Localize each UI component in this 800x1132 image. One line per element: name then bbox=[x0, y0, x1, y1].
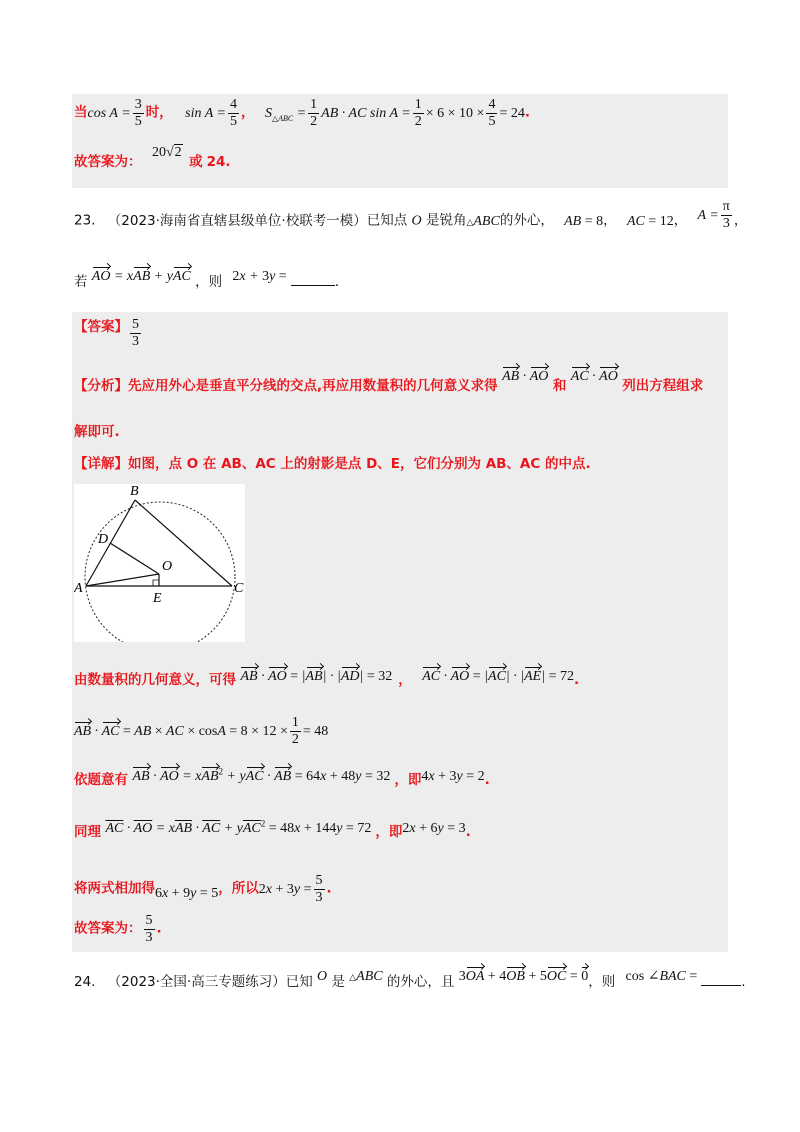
final-answer-label: 故答案为： bbox=[74, 154, 142, 170]
answer-blank bbox=[701, 973, 741, 986]
answer-blank bbox=[291, 273, 335, 286]
right-angle-mark bbox=[153, 580, 159, 586]
circumcircle bbox=[85, 502, 235, 642]
triangle-circle-diagram bbox=[74, 484, 245, 642]
or-text: 或 bbox=[189, 154, 203, 170]
analysis-line: 【分析】先应用外心是垂直平分线的交点,再应用数量积的几何意义求得 AB · AO 和 AC · AO 列出方程组求 bbox=[74, 369, 704, 394]
analysis-label: 【分析】 bbox=[74, 378, 128, 394]
final-answer-label: 故答案为： bbox=[74, 920, 142, 937]
question-number: 23. bbox=[74, 212, 96, 229]
q24-stem: 24. （2023·全国·高三专题练习）已知 O 是 △ABC 的外心，且 3OA + 4OB + 5OC = 0，则 cos ∠BAC = . bbox=[74, 969, 746, 990]
circumcircle-figure bbox=[74, 484, 245, 642]
label-a: A bbox=[74, 581, 83, 596]
final-value: 24 bbox=[206, 154, 226, 170]
answer-label: 【答案】 bbox=[74, 318, 128, 335]
label-d: D bbox=[98, 532, 109, 547]
label-o: O bbox=[162, 559, 173, 574]
question-source: （2023·全国·高三专题练习） bbox=[107, 974, 286, 990]
question-number: 24. bbox=[74, 974, 96, 990]
equation-b-line: 同理 $\overline{AC} \cdot \overline{AO} = x\overline{AB} \cdot \overline{AC} + y\overline{AC}^2 = 48x + 144y = 72$ ，即2x + 6y = 3. bbox=[74, 818, 471, 840]
side-bc bbox=[135, 500, 232, 586]
q23-stem-line2: 若 AO = xAB + yAC ，则 2x + 3y = . bbox=[74, 269, 339, 290]
line-end-dot: . bbox=[524, 104, 530, 121]
segment-do bbox=[110, 543, 159, 574]
dot-product-line: AB · AC = AB × AC × cosA = 8 × 12 × $\frac{1}{2}$ = 48 bbox=[74, 715, 329, 747]
label-b: B bbox=[130, 484, 139, 499]
analysis-line2: 解即可. bbox=[74, 424, 120, 440]
q22-final-answer-line: 故答案为： 20√2 或 24. bbox=[74, 145, 231, 170]
detail-line: 【详解】如图，点 O 在 AB、AC 上的射影是点 D、E，它们分别为 AB、AC 的中点. bbox=[74, 456, 591, 472]
geometric-meaning-line: 由数量积的几何意义，可得 AB · AO = |AB| · |AD| = 32 ， AC · AO = |AC| · |AE| = 72. bbox=[74, 669, 580, 688]
when-text: 当 bbox=[74, 104, 88, 121]
when-tail-text: 时， bbox=[145, 104, 173, 121]
final-answer-line: 故答案为： $\frac{5}{3}$ . bbox=[74, 913, 162, 945]
label-e: E bbox=[153, 591, 162, 606]
q22-area-line: 当cos A = $\frac{3}{5}$ 时， sin A = $\frac{4}{5}$ ， $S_{\triangle ABC}$ = $\frac{1}{2}$ AB · AC sin A = $\frac{1}{2}$ × 6 × 10 × $\frac{4}{5}$ = 24. bbox=[74, 97, 530, 129]
label-c: C bbox=[234, 581, 244, 596]
question-source: （2023·海南省直辖县级单位·校联考一模） bbox=[107, 212, 367, 229]
q23-stem-line1: 23. （2023·海南省直辖县级单位·校联考一模）已知点 O 是锐角△ABC的外心， AB = 8， AC = 12， A = $\frac{\pi}{3}$ ， bbox=[74, 199, 748, 231]
equation-a-line: 依题意有 AB · AO = xAB$^2$ + yAC · AB = 64x + 48y = 32 ，即4x + 3y = 2. bbox=[74, 766, 490, 788]
detail-label: 【详解】 bbox=[74, 456, 128, 472]
segment-ao bbox=[86, 574, 159, 586]
answer-line: 【答案】 $\frac{5}{3}$ bbox=[74, 317, 139, 349]
sum-line: 将两式相加得6x + 9y = 5，所以2x + 3y = $\frac{5}{3}$ . bbox=[74, 873, 332, 905]
